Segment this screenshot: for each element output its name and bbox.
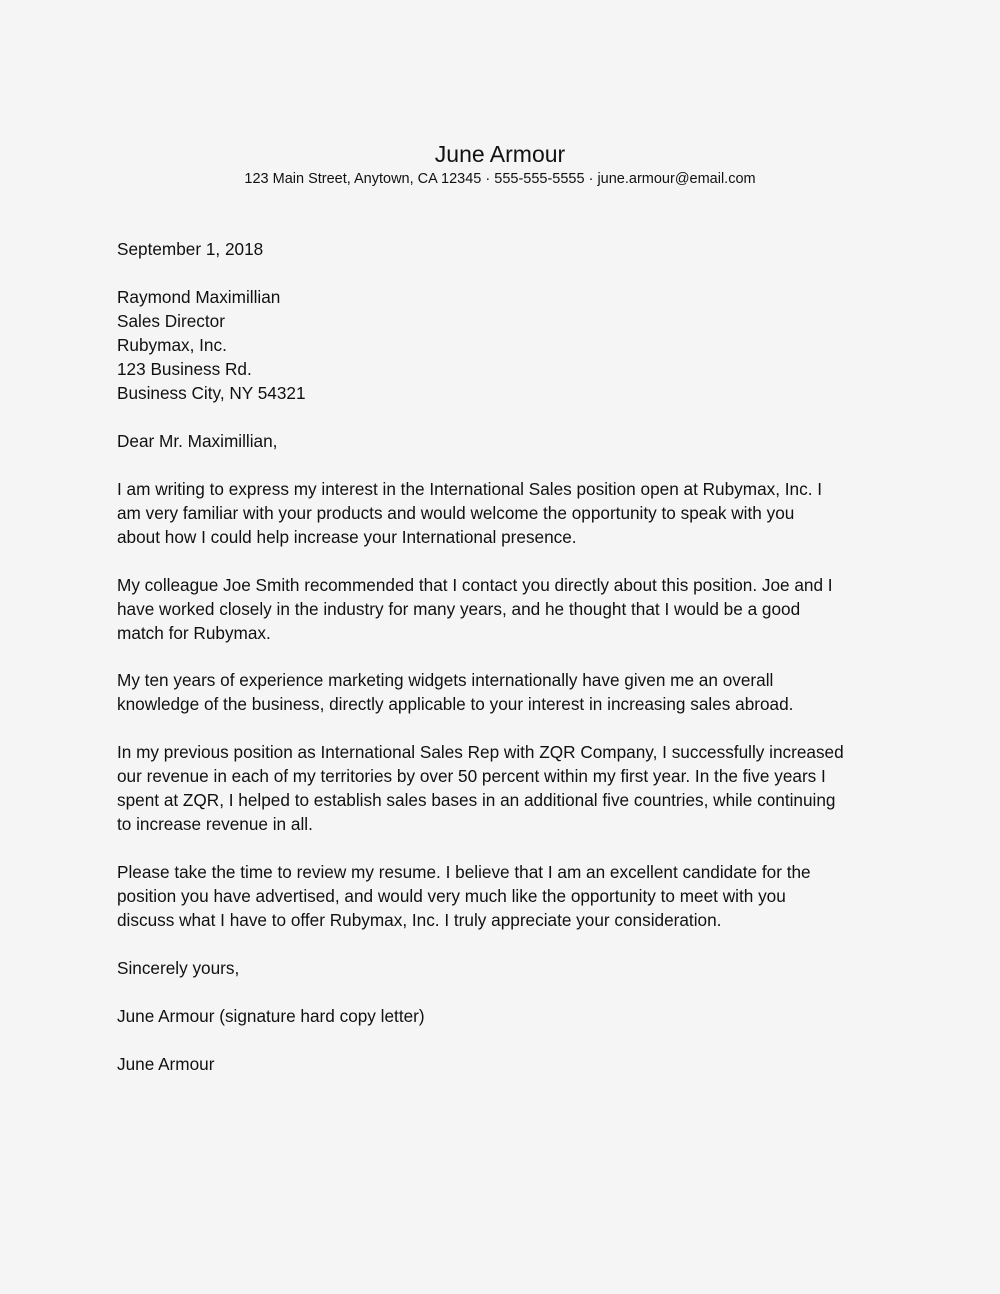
body-paragraph-1	[117, 477, 877, 549]
paragraph-line: am very familiar with your products and would welcome the opportunity to speak with you	[117, 503, 795, 523]
signature-block	[117, 1004, 425, 1028]
paragraph-line: to increase revenue in all.	[117, 814, 313, 834]
letter-header	[0, 140, 1000, 189]
recipient-title: Sales Director	[117, 311, 225, 331]
body-paragraph-2	[117, 573, 877, 645]
signature-note: June Armour (signature hard copy letter)	[117, 1006, 425, 1026]
salutation: Dear Mr. Maximillian,	[117, 431, 278, 451]
recipient-city: Business City, NY 54321	[117, 383, 306, 403]
body-paragraph-5	[117, 860, 877, 932]
paragraph-line: discuss what I have to offer Rubymax, Inc. I truly appreciate your consideration.	[117, 910, 722, 930]
paragraph-line: spent at ZQR, I helped to establish sales bases in an additional five countries, while continuing	[117, 790, 836, 810]
body-paragraph-4	[117, 740, 877, 836]
paragraph-line: Please take the time to review my resume. I believe that I am an excellent candidate for the	[117, 862, 811, 882]
paragraph-line: about how I could help increase your International presence.	[117, 527, 577, 547]
paragraph-line: position you have advertised, and would very much like the opportunity to meet with you	[117, 886, 786, 906]
paragraph-line: In my previous position as International Sales Rep with ZQR Company, I successfully increased	[117, 742, 844, 762]
letter-date: September 1, 2018	[117, 239, 264, 259]
body-paragraph-3	[117, 668, 877, 716]
recipient-street: 123 Business Rd.	[117, 359, 252, 379]
recipient-company: Rubymax, Inc.	[117, 335, 227, 355]
paragraph-line: My ten years of experience marketing widgets internationally have given me an overall	[117, 670, 774, 690]
closing: Sincerely yours,	[117, 958, 240, 978]
paragraph-line: My colleague Joe Smith recommended that I contact you directly about this position. Joe and I	[117, 575, 833, 595]
paragraph-line: knowledge of the business, directly applicable to your interest in increasing sales abroad.	[117, 694, 794, 714]
recipient-address	[117, 285, 306, 405]
sender-name: June Armour	[434, 141, 566, 167]
paragraph-line: match for Rubymax.	[117, 623, 271, 643]
recipient-name: Raymond Maximillian	[117, 287, 281, 307]
paragraph-line: I am writing to express my interest in the International Sales position open at Rubymax, Inc. I	[117, 479, 823, 499]
typed-name: June Armour	[117, 1054, 215, 1074]
paragraph-line: our revenue in each of my territories by over 50 percent within my first year. In the five years I	[117, 766, 826, 786]
closing-block	[117, 956, 239, 980]
paragraph-line: have worked closely in the industry for many years, and he thought that I would be a good	[117, 599, 801, 619]
letter-date-block	[117, 237, 263, 261]
typed-name-block	[117, 1052, 214, 1076]
salutation-block	[117, 429, 277, 453]
sender-contact: 123 Main Street, Anytown, CA 12345 · 555-555-5555 · june.armour@email.com	[244, 171, 756, 187]
